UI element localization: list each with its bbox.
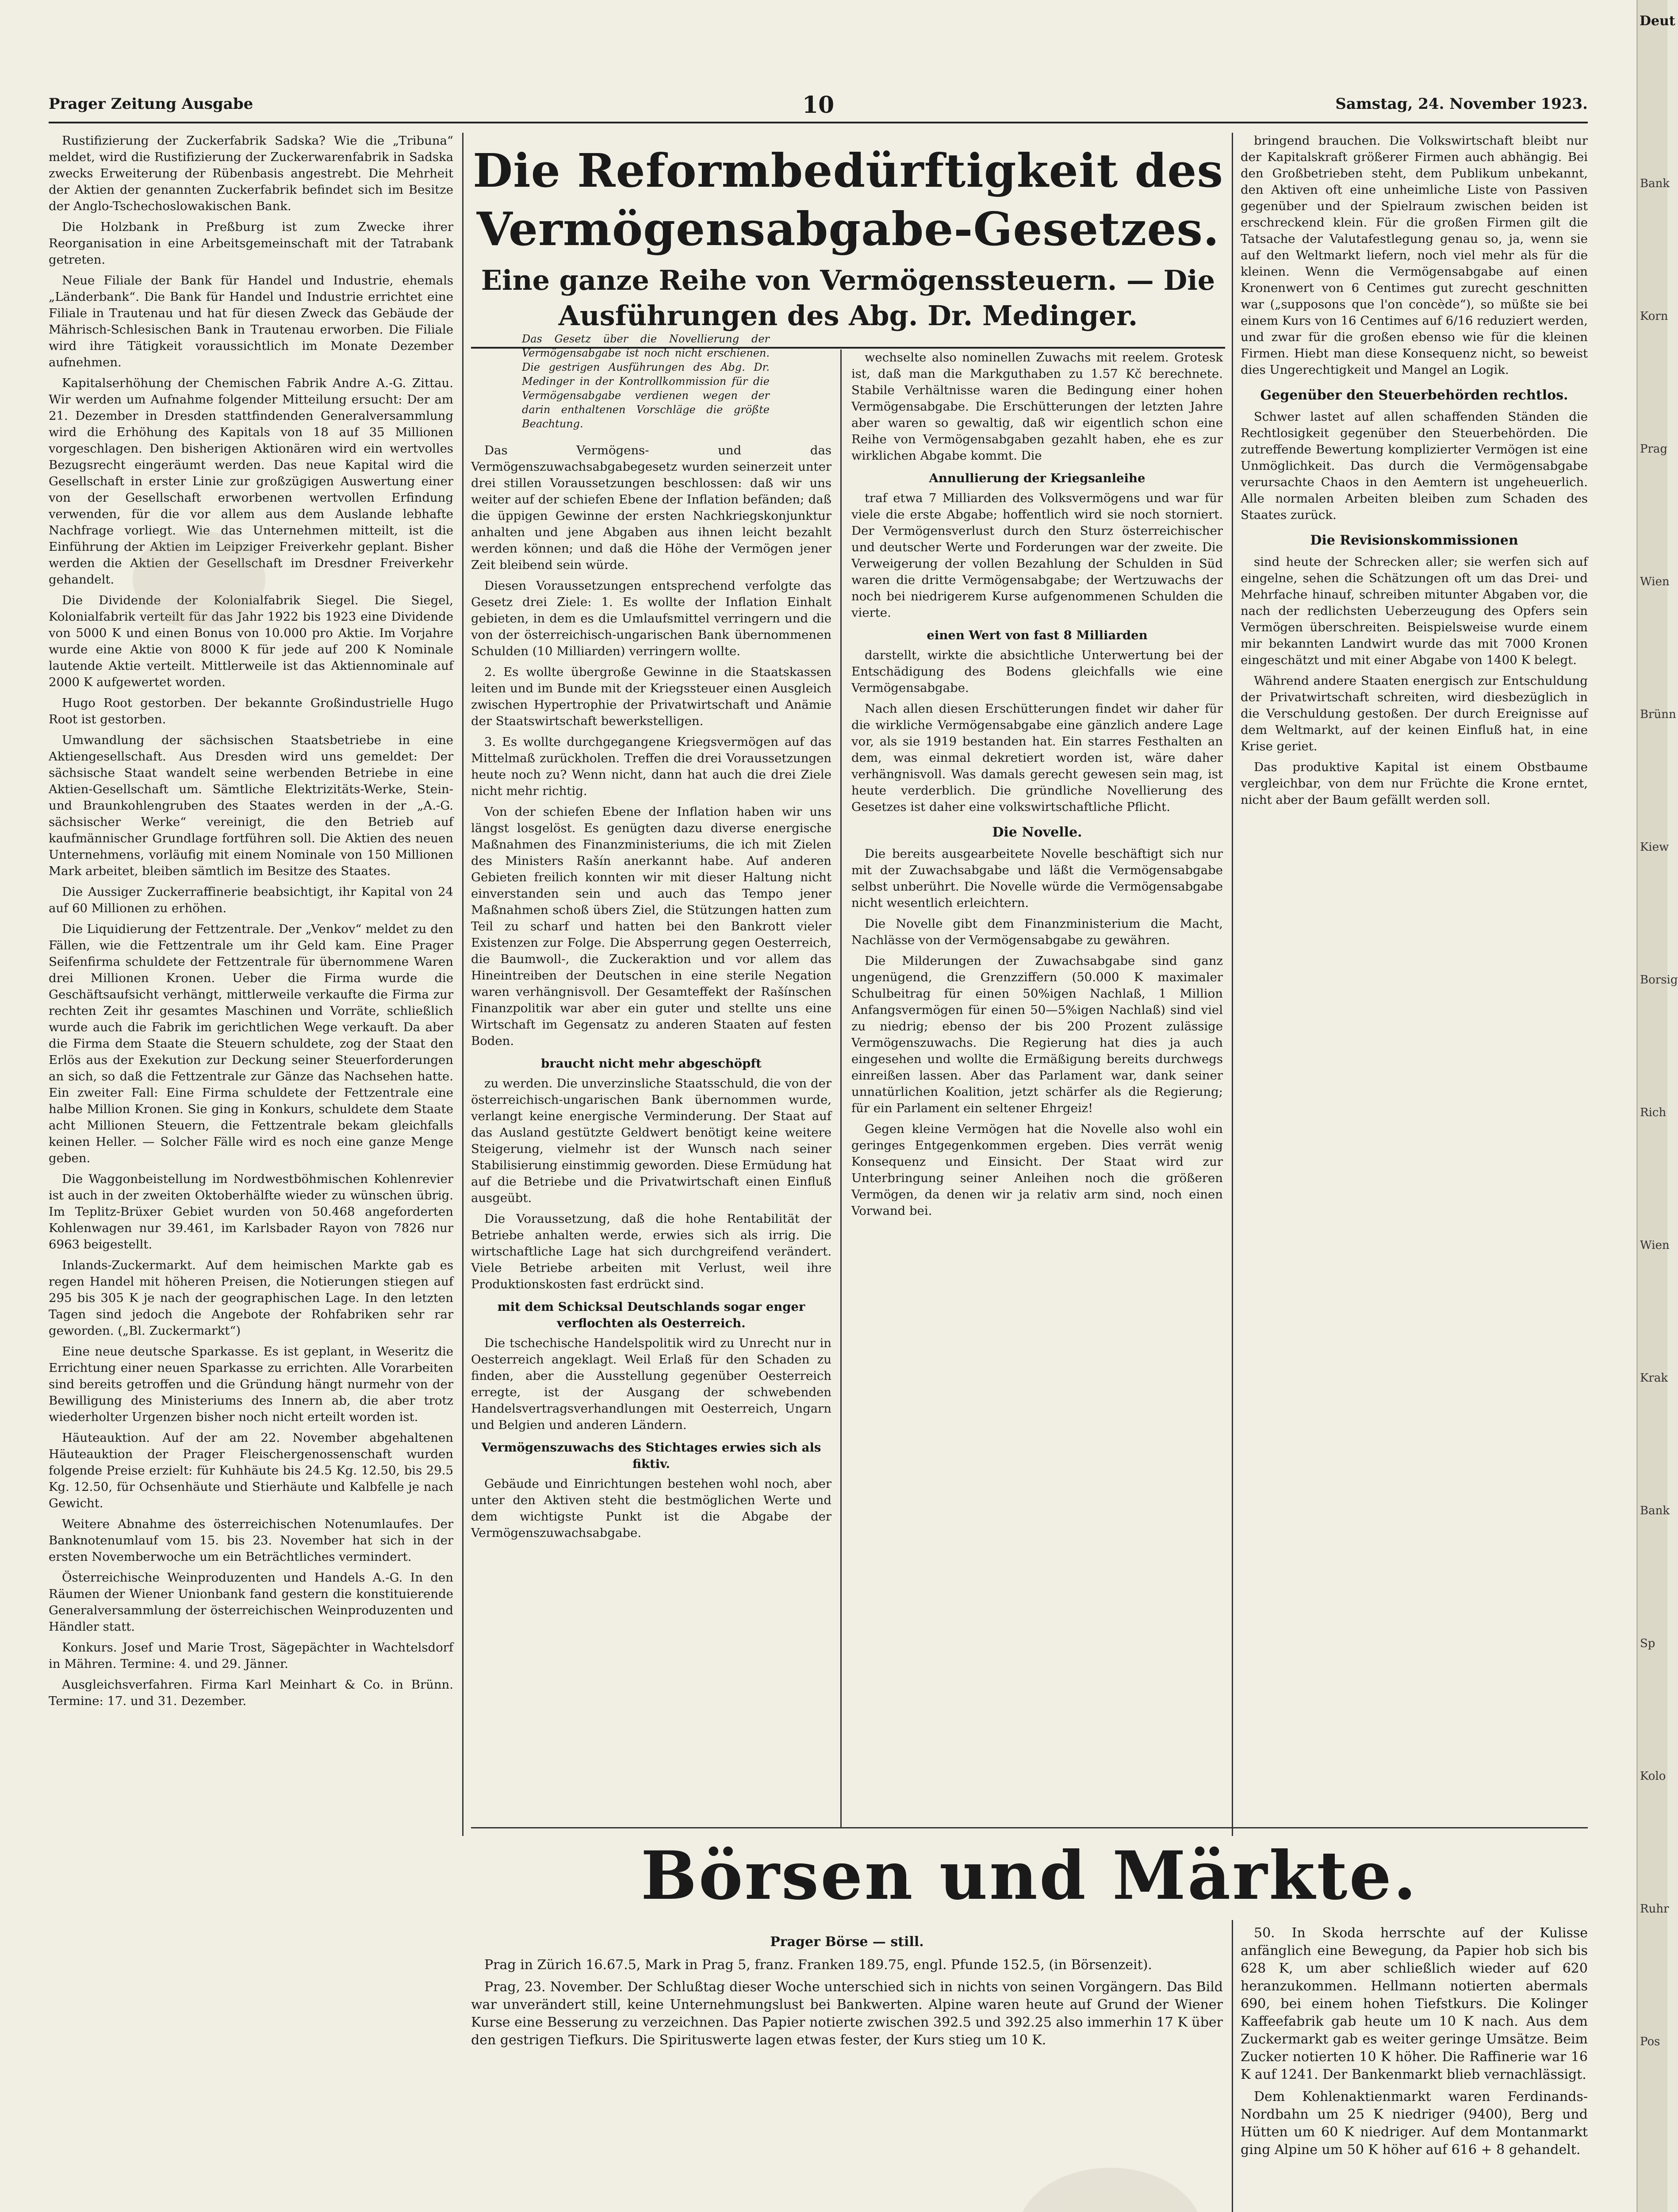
paragraph: bringend brauchen. Die Volkswirtschaft bleibt nur der Kapitalskraft größerer Firmen auch abhängig. Bei den Großbetrieben steht, dem Publikum unbekannt, den Aktiven oft eine unheimliche Liste von Passiven gegenüber und der Spielraum zwischen beiden ist erschreckend klein. Für die großen Firmen gilt die Tatsache der Valutafestlegung genau so, ja, wenn sie auf den Weltmarkt liefern, noch viel mehr als für die kleinen. Wenn die Vermögensabgabe auf einen Kronenwert von 6 Centimes gut zurecht geschnitten war („supposons que l'on concède“), so müßte sie bei einem Kurs von 16 Centimes auf 6/16 reduziert werden, und zwar für die großen ebenso wie für die kleinen Firmen. Hiebt man diese Konsequenz nicht, so beweist dies Ungerechtigkeit und Mangel an Logik. [1241, 134, 1588, 377]
paragraph: Die Dividende der Kolonialfabrik Siegel. Die Siegel, Kolonialfabrik verteilt für das Jahr 1922 bis 1923 eine Dividende von 5000 K und einen Bonus von 10.000 pro Aktie. Im Vorjahre wurde eine Aktie von 8000 K für jede auf 200 K Nominale lautende Aktie verteilt. Mittlerweile ist das Aktiennominale auf 2000 K aufgewertet worden. [49, 593, 453, 689]
adjacent-page-fragment: Kiew [1640, 841, 1669, 854]
paragraph: Das produktive Kapital ist einem Obstbaume vergleichbar, von dem nur Früchte die Krone erntet, nicht aber der Baum gefällt werden soll. [1241, 760, 1588, 807]
paragraph: Prag, 23. November. Der Schlußtag dieser Woche unterschied sich in nichts von seinen Vorgängern. Das Bild war unverändert still, keine Unternehmungslust bei Bankwerten. Alpine waren heute auf Grund der Wiener Kurse eine Besserung zu verzeichnen. Das Papier notierte zwischen 392.5 und 392.25 also immerhin 17 K über den gestrigen Tiefkurs. Die Spirituswerte lagen etwas fester, der Kurs stieg um 10 K. [471, 1979, 1223, 2048]
section-title-boerse: Börsen und Märkte. [640, 1837, 1418, 1915]
section-rule [471, 1827, 1588, 1828]
column-article-1 [471, 442, 831, 1823]
section-heading: Die Novelle. [992, 825, 1082, 840]
column-rule [1232, 133, 1233, 1836]
article-headline-block [471, 133, 1225, 349]
section-heading: Prager Börse — still. [770, 1934, 924, 1950]
adjacent-page-fragment: Wien [1640, 1239, 1670, 1252]
paragraph: Die bereits ausgearbeitete Novelle beschäftigt sich nur mit der Zuwachsabgabe und läßt die Vermögensabgabe selbst unberührt. Die Novelle würde die Vermögensabgabe nicht wesentlich erleichtern. [851, 847, 1223, 910]
page-header [49, 92, 1588, 123]
paragraph: Von der schiefen Ebene der Inflation haben wir uns längst losgelöst. Es genügten dazu diverse energische Maßnahmen des Finanzministeriums, die ich mit Zielen des Ministers Rašín anerkannt habe. Auf anderen Gebieten freilich konnten wir mit dieser Haltung nicht einverstanden sein und auch das Tempo jener Maßnahmen schoß übers Ziel, die Stützungen hatten zum Teil zu scharf und hatten bei den Bankrott vieler Existenzen zur Folge. Die Absperrung gegen Oesterreich, die Baumwoll-, die Zuckeraktion und vor allem das Hineintreiben der Deutschen in eine sterile Negation waren verhängnisvoll. Der Gesamteffekt der Rašínschen Finanzpolitik war aber ein guter und stellte uns eine Wirtschaft im Gegensatz zu anderen Staaten auf festen Boden. [471, 805, 831, 1048]
adjacent-page-fragment: Borsig [1640, 973, 1678, 987]
paragraph: Gebäude und Einrichtungen bestehen wohl noch, aber unter den Aktiven steht die bestmöglichen Werte und dem wichtigste Punkt ist die Abgabe der Vermögenszuwachsabgabe. [471, 1477, 831, 1540]
paragraph: Die Voraussetzung, daß die hohe Rentabilität der Betriebe anhalten werde, erwies sich als irrig. Die wirtschaftliche Lage hat sich durchgreifend verändert. Viele Betriebe arbeiten mit Verlust, weil ihre Produktionskosten fast erdrückt sind. [471, 1212, 831, 1291]
inline-heading: Vermögenszuwachs des Stichtages erwies sich als fiktiv. [481, 1440, 821, 1471]
page-number: 10 [802, 92, 835, 119]
paragraph: Kapitalserhöhung der Chemischen Fabrik Andre A.-G. Zittau. Wir werden um Aufnahme folgender Mitteilung ersucht: Der am 21. Dezember in Dresden stattfindenden Generalversammlung wird die Erhöhung des Kapitals von 18 auf 35 Millionen vorgeschlagen. Den bisherigen Aktionären wird ein wertvolles Bezugsrecht eingeräumt werden. Das neue Kapital wird die Gesellschaft in erster Linie zur großzügigen Auswertung einer von der Gesellschaft erworbenen wertvollen Erfindung verwenden, für die vor allem aus dem Auslande lebhafte Nachfrage vorliegt. Wie das Unternehmen mitteilt, ist die Einführung der Aktien im Leipziger Freiverkehr geplant. Bisher werden die Aktien der Gesellschaft im Dresdner Freiverkehr gehandelt. [49, 376, 453, 587]
adjacent-page-fragment: Bank [1640, 177, 1670, 190]
adjacent-page-fragment: Sp [1640, 1637, 1655, 1650]
paragraph: Häuteauktion. Auf der am 22. November abgehaltenen Häuteauktion der Prager Fleischergenossenschaft wurden folgende Preise erzielt: für Kuhhäute bis 24.5 Kg. 12.50, bis 29.5 Kg. 12.50, für Ochsenhäute und Stierhäute und Kalbfelle je nach Gewicht. [49, 1431, 453, 1510]
adjacent-page-header: Deut [1640, 13, 1675, 29]
paragraph: Weitere Abnahme des österreichischen Notenumlaufes. Der Banknotenumlauf vom 15. bis 23. November hat sich in der ersten Novemberwoche um ein Beträchtliches vermindert. [49, 1517, 453, 1564]
paragraph: darstellt, wirkte die absichtliche Unterwertung bei der Entschädigung des Bodens gleichfalls wie eine Vermögensabgabe. [851, 648, 1223, 695]
adjacent-page-fragment: Wien [1640, 575, 1670, 588]
paragraph: Die Novelle gibt dem Finanzministerium die Macht, Nachlässe von der Vermögensabgabe zu gewähren. [851, 917, 1223, 947]
paragraph: Inlands-Zuckermarkt. Auf dem heimischen Markte gab es regen Handel mit höheren Preisen, die Notierungen stiegen auf 295 bis 305 K je nach der geographischen Lage. In den letzten Tagen sind jedoch die Angebote der Rohfabriken sehr rar geworden. („Bl. Zuckermarkt“) [49, 1258, 453, 1338]
paragraph: Gegen kleine Vermögen hat die Novelle also wohl ein geringes Entgegenkommen ergeben. Dies verrät wenig Konsequenz und Einsicht. Der Staat wird zur Unterbringung seiner Anleihen noch die größeren Vermögen, da denen wir ja relativ arm sind, noch einen Vorwand bei. [851, 1122, 1223, 1218]
column-left-notes [49, 133, 453, 2212]
paragraph: Die tschechische Handelspolitik wird zu Unrecht nur in Oesterreich angeklagt. Weil Erlaß für den Schaden zu finden, aber die Ausstellung gegenüber Oesterreich erregte, ist der Ausgang der schwebenden Handelsvertragsverhandlungen mit Oesterreich, Ungarn und Belgien und anderen Ländern. [471, 1336, 831, 1432]
column-rule [840, 349, 842, 1827]
paragraph: Eine neue deutsche Sparkasse. Es ist geplant, in Weseritz die Errichtung einer neuen Sparkasse zu errichten. Alle Vorarbeiten sind bereits getroffen und die Gründung hängt nurmehr von der Bewilligung des Ministeriums des Innern ab, die aber trotz wiederholter Urgenzen bisher noch nicht erteilt worden ist. [49, 1344, 453, 1424]
paragraph: wechselte also nominellen Zuwachs mit reelem. Grotesk ist, daß man die Markguthaben zu 1.57 Kč berechnete. Stabile Verhältnisse waren die Bedingung einer hohen Vermögensabgabe. Die Erschütterungen der letzten Jahre aber waren so gewaltig, daß wir eigentlich schon eine Reihe von Vermögensabgaben gezahlt haben, ehe es zur wirklichen Abgabe kommt. Die [851, 350, 1223, 463]
paragraph: Die Aussiger Zuckerraffinerie beabsichtigt, ihr Kapital von 24 auf 60 Millionen zu erhöhen. [49, 885, 453, 915]
adjacent-page-fragment: Rich [1640, 1106, 1667, 1119]
adjacent-page-fragment: Kolo [1640, 1770, 1666, 1783]
paragraph: Die Milderungen der Zuwachsabgabe sind ganz ungenügend, die Grenzziffern (50.000 K maximaler Schulbeitrag für einen 50%igen Nachlaß, 1 Million Anfangsvermögen für einen 50—5%igen Nachlaß) sind viel zu niedrig; ebenso der bis 200 Prozent zulässige Vermögenszuwachs. Die Regierung hat dies ja auch eingesehen und wollte die Ermäßigung bereits durchwegs einreißen lassen. Aber das Parlament war, dank seiner unnatürlichen Koalition, jetzt schärfer als die Regierung; für ein Parlament ein seltener Ehrgeiz! [851, 954, 1223, 1115]
paragraph: Das Vermögens- und das Vermögenszuwachsabgabegesetz wurden seinerzeit unter drei stillen Voraussetzungen beschlossen: daß wir uns weiter auf der schiefen Ebene der Inflation befänden; daß die üppigen Gewinne der ersten Nachkriegskonjunktur anhalten und jene Abgaben aus ihnen leicht bezahlt werden können; und daß die Höhe der Vermögen jener Zeit bleibend sein würde. [471, 443, 831, 572]
adjacent-page-fragment: Bank [1640, 1504, 1670, 1517]
inline-heading: einen Wert von fast 8 Milliarden [927, 628, 1148, 642]
adjacent-page-fragment: Pos [1640, 2035, 1660, 2048]
paragraph: Rustifizierung der Zuckerfabrik Sadska? Wie die „Tribuna“ meldet, wird die Rustifizierung der Zuckerwarenfabrik in Sadska zwecks Erweiterung der Rübenbasis angestrebt. Die Mehrheit der Aktien der genannten Zuckerfabrik befindet sich im Besitze der Anglo-Tschechoslowakischen Bank. [49, 134, 453, 213]
paper-stain [133, 531, 265, 628]
paragraph: Dem Kohlenaktienmarkt waren Ferdinands-Nordbahn um 25 K niedriger (9400), Berg und Hütten um 60 K niedriger. Auf dem Montanmarkt ging Alpine um 50 K höher auf 616 + 8 gehandelt. [1241, 2089, 1588, 2158]
article-title: Die Reformbedürftigkeit des Vermögensabgabe-Gesetzes. [472, 143, 1224, 256]
paragraph: Neue Filiale der Bank für Handel und Industrie, ehemals „Länderbank“. Die Bank für Handel und Industrie errichtet eine Filiale in Trautenau und hat für diesen Zweck das Gebäude der Mährisch-Schlesischen Bank in Trautenau erworben. Die Filiale wird ihre Tätigkeit voraussichtlich im Monate Dezember aufnehmen. [49, 273, 453, 369]
article-lead: Das Gesetz über die Novellierung der Vermögensabgabe ist noch nicht erschienen. Die gestrigen Ausführungen des Abg. Dr. Medinger in der Kontrollkommission für die Vermögensabgabe verdienen wegen der darin enthaltenen Vorschläge die größte Beachtung. [522, 333, 770, 430]
paragraph: 50. In Skoda herrschte auf der Kulisse anfänglich eine Bewegung, da Papier hob sich bis 628 K, um aber schließlich wieder auf 620 heranzukommen. Hellmann notierten abermals 690, bei einem hohen Tiefstkurs. Die Kolinger Kaffeefabrik gab heute um 10 K nach. Aus dem Zuckermarkt gab es weiter geringe Umsätze. Beim Zucker notierten 10 K höher. Die Raffinerie war 16 K auf 1241. Der Bankenmarkt blieb vernachlässigt. [1241, 1925, 1588, 2082]
adjacent-page-fragment: Prag [1640, 442, 1668, 456]
column-rule [462, 133, 464, 1836]
inline-heading: Annullierung der Kriegsanleihe [929, 471, 1145, 485]
paragraph: 2. Es wollte übergroße Gewinne in die Staatskassen leiten und im Bunde mit der Kriegssteuer einen Ausgleich zwischen Hypertrophie der Privatwirtschaft und Anämie der Staatswirtschaft bewerkstelligen. [471, 665, 831, 728]
paragraph: Konkurs. Josef und Marie Trost, Sägepächter in Wachtelsdorf in Mähren. Termine: 4. und 29. Jänner. [49, 1640, 453, 1671]
paragraph: Hugo Root gestorben. Der bekannte Großindustrielle Hugo Root ist gestorben. [49, 696, 453, 726]
paragraph: Die Holzbank in Preßburg ist zum Zwecke ihrer Reorganisation in eine Arbeitsgemeinschaft mit der Tatrabank getreten. [49, 220, 453, 267]
adjacent-page-fragment: Korn [1640, 310, 1668, 323]
header-date: Samstag, 24. November 1923. [1335, 95, 1588, 113]
paragraph: Nach allen diesen Erschütterungen findet wir daher für die wirkliche Vermögensabgabe eine gänzlich andere Lage vor, als sie 1919 bestanden hat. Ein starres Festhalten an dem, was einmal dekretiert worden ist, wäre daher verhängnisvoll. Was damals gerecht gewesen sein mag, ist heute verderblich. Die gründliche Novellierung des Gesetzes ist daher eine volkswirtschaftliche Pflicht. [851, 702, 1223, 814]
paragraph: Ausgleichsverfahren. Firma Karl Meinhart & Co. in Brünn. Termine: 17. und 31. Dezember. [49, 1678, 453, 1708]
paragraph: Österreichische Weinproduzenten und Handels A.-G. In den Räumen der Wiener Unionbank fand gestern die konstituierende Generalversammlung der österreichischen Weinproduzenten und Händler statt. [49, 1571, 453, 1634]
paragraph: Diesen Voraussetzungen entsprechend verfolgte das Gesetz drei Ziele: 1. Es wollte der Inflation Einhalt gebieten, in dem es die Umlaufsmittel verringern und die von der österreichisch-ungarischen Bank übernommenen Schulden (10 Milliarden) verringern wollte. [471, 579, 831, 658]
paragraph: Während andere Staaten energisch zur Entschuldung der Privatwirtschaft schreiten, wird diesbezüglich in die Verschuldung gestoßen. Der durch Ereignisse auf dem Weltmarkt, auf der keinen Einfluß hat, in eine Krise geriet. [1241, 674, 1588, 753]
column-article-3 [1241, 133, 1588, 1827]
paragraph: Schwer lastet auf allen schaffenden Ständen die Rechtlosigkeit gegenüber den Steuerbehörden. Die zutreffende Bewertung komplizierter Vermögen ist eine Unmöglichkeit. Das durch die Vermögensabgabe verursachte Chaos in den Aemtern ist ungeheuerlich. Alle normalen Arbeiten bleiben zum Schaden des Staates zurück. [1241, 410, 1588, 522]
paragraph: zu werden. Die unverzinsliche Staatsschuld, die von der österreichisch-ungarischen Bank übernommen wurde, verlangt keine energische Verminderung. Der Staat auf das Ausland gestützte Geldwert benötigt keine weitere Steigerung, vielmehr ist der Wunsch nach seiner Stabilisierung einstimmig geworden. Diese Ermüdung hat auf die Betriebe und die Privatwirtschaft einen Einfluß ausgeübt. [471, 1076, 831, 1205]
paragraph: Prag in Zürich 16.67.5, Mark in Prag 5, franz. Franken 189.75, engl. Pfunde 152.5, (in Börsenzeit). [484, 1957, 1152, 1973]
paragraph: traf etwa 7 Milliarden des Volksvermögens und war für viele die erste Abgabe; hoffentlich wird sie noch storniert. Der Vermögensverlust durch den Sturz österreichischer und deutscher Werte und Forderungen war der zweite. Die Verweigerung der vollen Bezahlung der Schulden in Süd waren die dritte Vermögensabgabe; der Wertzuwachs der noch bei niedrigerem Kurse aufgenommenen Schulden die vierte. [851, 491, 1223, 620]
paragraph: Umwandlung der sächsischen Staatsbetriebe in eine Aktiengesellschaft. Aus Dresden wird uns gemeldet: Der sächsische Staat wandelt seine werbenden Betriebe in eine Aktien-Gesellschaft um. Sämtliche Elektrizitäts-Werke, Stein- und Braunkohlengruben des Staates werden in der „A.-G. sächsischer Werke“ vereinigt, die den Betrieb auf kaufmännischer Grundlage fortführen soll. Die Aktien des neuen Unternehmens, vorläufig mit einem Nominale von 150 Millionen Mark arbeitet, bleiben sämtlich im Besitze des Staates. [49, 733, 453, 878]
inline-heading: mit dem Schicksal Deutschlands sogar enger verflochten als Oesterreich. [497, 1300, 805, 1330]
adjacent-page-fragment: Krak [1640, 1371, 1668, 1385]
section-heading: Die Revisionskommissionen [1310, 533, 1518, 548]
paragraph: Die Liquidierung der Fettzentrale. Der „Venkov“ meldet zu den Fällen, wie die Fettzentrale um ihr Geld kam. Eine Prager Seifenfirma schuldete der Fettzentrale für übernommene Waren drei Millionen Kronen. Ueber die Firma wurde die Geschäftsaufsicht verhängt, mittlerweile verkaufte die Firma zur rechten Zeit ihr gesamtes Maschinen und Vorräte, schließlich wurde auch die Fabrik im gerichtlichen Wege verkauft. Da aber die Firma dem Staate die Steuern schuldete, zog der Staat den Erlös aus der Exekution zur Deckung seiner Steuerforderungen an sich, so daß die Fettzentrale zur Gänze das Nachsehen hatte. Ein zweiter Fall: Eine Firma schuldete der Fettzentrale eine halbe Million Kronen. Sie ging in Konkurs, schuldete dem Staate acht Millionen Steuern, die Fettzentrale bekam gleichfalls keinen Heller. — Solcher Fälle wird es noch eine ganze Menge geben. [49, 922, 453, 1165]
paragraph: Die Waggonbeistellung im Nordwestböhmischen Kohlenrevier ist auch in der zweiten Oktoberhälfte wieder zu wünschen übrig. Im Teplitz-Brüxer Gebiet wurden von 50.468 angeforderten Kohlenwagen nur 39.461, im Karlsbader Rayon von 7826 nur 6963 beigestellt. [49, 1172, 453, 1252]
paragraph: 3. Es wollte durchgegangene Kriegsvermögen auf das Mittelmaß zurückholen. Treffen die drei Voraussetzungen heute noch zu? Wenn nicht, dann hat auch die drei Ziele nicht mehr richtig. [471, 735, 831, 798]
column-rule [1232, 1920, 1233, 2212]
column-article-2 [851, 349, 1223, 1823]
inline-heading: braucht nicht mehr abgeschöpft [541, 1056, 762, 1071]
article-subtitle: Eine ganze Reihe von Vermögenssteuern. — Die Ausführungen des Abg. Dr. Medinger. [481, 264, 1215, 332]
adjacent-page-fragment: Ruhr [1640, 1902, 1669, 1916]
column-boerse-right [1241, 1924, 1588, 2212]
paragraph: sind heute der Schrecken aller; sie werfen sich auf eingelne, sehen die Schätzungen oft um das Drei- und Mehrfache hinauf, schreiben mitunter Abgaben vor, die nach der redlichsten Ueberzeugung des Opfers sein Vermögen überschreiten. Beispielsweise wurde einem mir bekannten Landwirt wurde das mit 7000 Kronen eingeschätzt und mit einer Abgabe von 1400 K belegt. [1241, 555, 1588, 667]
header-paper-name: Prager Zeitung Ausgabe [49, 95, 253, 113]
adjacent-page-fragment: Brünn [1640, 708, 1676, 721]
section-heading: Gegenüber den Steuerbehörden rechtlos. [1260, 388, 1568, 403]
